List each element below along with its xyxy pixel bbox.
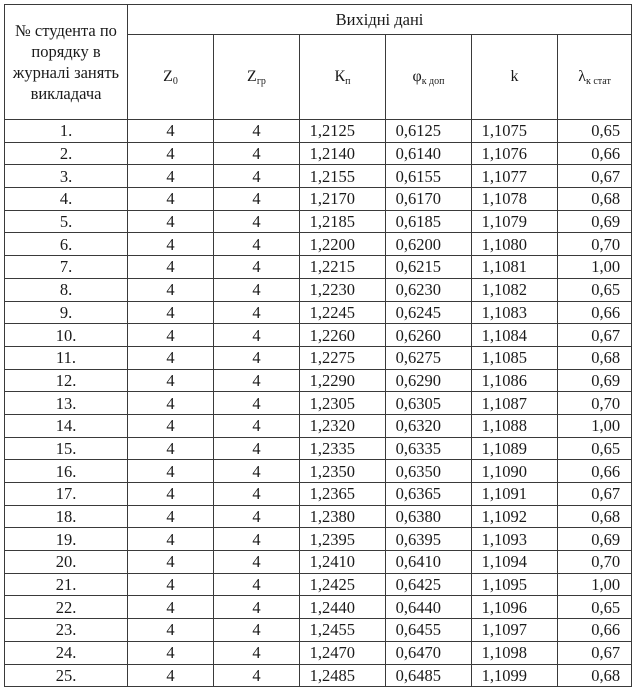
cell-kp: 1,2425 — [300, 573, 386, 596]
cell-lambda: 0,69 — [558, 210, 632, 233]
table-row — [5, 188, 632, 211]
phi-column-header: $\varphi_{к доп}$ — [386, 35, 472, 120]
cell-student-number: 20. — [5, 551, 128, 574]
cell-zgr: 4 — [214, 596, 300, 619]
table-row — [5, 551, 632, 574]
cell-lambda: 0,70 — [558, 392, 632, 415]
table-row — [5, 619, 632, 642]
cell-k: 1,1090 — [472, 460, 558, 483]
cell-zgr: 4 — [214, 483, 300, 506]
table-row — [5, 392, 632, 415]
cell-student-number: 6. — [5, 233, 128, 256]
cell-kp: 1,2380 — [300, 505, 386, 528]
table-row — [5, 165, 632, 188]
cell-phi: 0,6230 — [386, 278, 472, 301]
table-row — [5, 278, 632, 301]
cell-phi: 0,6305 — [386, 392, 472, 415]
cell-z0: 4 — [128, 256, 214, 279]
cell-z0: 4 — [128, 641, 214, 664]
cell-z0: 4 — [128, 301, 214, 324]
cell-phi: 0,6395 — [386, 528, 472, 551]
cell-k: 1,1078 — [472, 188, 558, 211]
cell-student-number: 5. — [5, 210, 128, 233]
cell-phi: 0,6185 — [386, 210, 472, 233]
cell-z0: 4 — [128, 392, 214, 415]
table-row — [5, 369, 632, 392]
cell-z0: 4 — [128, 414, 214, 437]
cell-zgr: 4 — [214, 278, 300, 301]
cell-z0: 4 — [128, 346, 214, 369]
cell-phi: 0,6470 — [386, 641, 472, 664]
table-row — [5, 301, 632, 324]
cell-student-number: 22. — [5, 596, 128, 619]
cell-phi: 0,6140 — [386, 142, 472, 165]
cell-lambda: 0,65 — [558, 596, 632, 619]
cell-student-number: 21. — [5, 573, 128, 596]
cell-kp: 1,2365 — [300, 483, 386, 506]
cell-phi: 0,6335 — [386, 437, 472, 460]
cell-zgr: 4 — [214, 505, 300, 528]
cell-zgr: 4 — [214, 142, 300, 165]
cell-zgr: 4 — [214, 165, 300, 188]
cell-phi: 0,6485 — [386, 664, 472, 687]
cell-k: 1,1081 — [472, 256, 558, 279]
cell-student-number: 19. — [5, 528, 128, 551]
cell-k: 1,1079 — [472, 210, 558, 233]
table-row — [5, 414, 632, 437]
cell-lambda: 0,65 — [558, 120, 632, 143]
cell-z0: 4 — [128, 619, 214, 642]
cell-k: 1,1091 — [472, 483, 558, 506]
cell-z0: 4 — [128, 437, 214, 460]
cell-lambda: 0,67 — [558, 483, 632, 506]
table-row — [5, 120, 632, 143]
cell-zgr: 4 — [214, 233, 300, 256]
cell-kp: 1,2140 — [300, 142, 386, 165]
k-column-header: k — [472, 35, 558, 120]
z0-column-header: $Z_0$ — [128, 35, 214, 120]
cell-zgr: 4 — [214, 120, 300, 143]
cell-phi: 0,6320 — [386, 414, 472, 437]
source-data-table — [4, 4, 632, 687]
cell-phi: 0,6260 — [386, 324, 472, 347]
kp-column-header: $К_п$ — [300, 35, 386, 120]
cell-zgr: 4 — [214, 528, 300, 551]
source-data-group-header: Вихідні дані — [128, 5, 632, 35]
cell-k: 1,1095 — [472, 573, 558, 596]
cell-k: 1,1080 — [472, 233, 558, 256]
table-row — [5, 324, 632, 347]
cell-kp: 1,2485 — [300, 664, 386, 687]
table-row — [5, 528, 632, 551]
cell-zgr: 4 — [214, 324, 300, 347]
cell-phi: 0,6410 — [386, 551, 472, 574]
cell-zgr: 4 — [214, 664, 300, 687]
cell-lambda: 0,68 — [558, 505, 632, 528]
cell-k: 1,1094 — [472, 551, 558, 574]
cell-z0: 4 — [128, 460, 214, 483]
cell-lambda: 0,68 — [558, 664, 632, 687]
cell-kp: 1,2230 — [300, 278, 386, 301]
cell-student-number: 8. — [5, 278, 128, 301]
cell-kp: 1,2185 — [300, 210, 386, 233]
cell-z0: 4 — [128, 505, 214, 528]
lambda-column-header: $\lambda_{к стат}$ — [558, 35, 632, 120]
cell-student-number: 3. — [5, 165, 128, 188]
student-number-header: № студента по порядку в журналі занять викладача — [5, 5, 128, 120]
cell-phi: 0,6155 — [386, 165, 472, 188]
cell-phi: 0,6200 — [386, 233, 472, 256]
cell-z0: 4 — [128, 233, 214, 256]
cell-k: 1,1085 — [472, 346, 558, 369]
cell-phi: 0,6350 — [386, 460, 472, 483]
cell-kp: 1,2155 — [300, 165, 386, 188]
cell-kp: 1,2395 — [300, 528, 386, 551]
cell-k: 1,1083 — [472, 301, 558, 324]
cell-kp: 1,2290 — [300, 369, 386, 392]
cell-phi: 0,6425 — [386, 573, 472, 596]
cell-student-number: 11. — [5, 346, 128, 369]
cell-lambda: 0,68 — [558, 188, 632, 211]
cell-zgr: 4 — [214, 573, 300, 596]
cell-phi: 0,6215 — [386, 256, 472, 279]
cell-phi: 0,6170 — [386, 188, 472, 211]
table-body — [5, 120, 632, 687]
cell-student-number: 23. — [5, 619, 128, 642]
cell-lambda: 1,00 — [558, 573, 632, 596]
table-row — [5, 256, 632, 279]
cell-lambda: 0,65 — [558, 278, 632, 301]
cell-lambda: 0,67 — [558, 324, 632, 347]
cell-phi: 0,6440 — [386, 596, 472, 619]
cell-zgr: 4 — [214, 301, 300, 324]
table-row — [5, 142, 632, 165]
cell-phi: 0,6245 — [386, 301, 472, 324]
cell-k: 1,1086 — [472, 369, 558, 392]
cell-kp: 1,2455 — [300, 619, 386, 642]
cell-k: 1,1093 — [472, 528, 558, 551]
table-row — [5, 346, 632, 369]
cell-z0: 4 — [128, 369, 214, 392]
cell-k: 1,1076 — [472, 142, 558, 165]
cell-student-number: 17. — [5, 483, 128, 506]
cell-kp: 1,2440 — [300, 596, 386, 619]
cell-k: 1,1075 — [472, 120, 558, 143]
cell-lambda: 0,65 — [558, 437, 632, 460]
cell-lambda: 0,67 — [558, 641, 632, 664]
table-row — [5, 460, 632, 483]
cell-student-number: 2. — [5, 142, 128, 165]
cell-kp: 1,2335 — [300, 437, 386, 460]
cell-k: 1,1089 — [472, 437, 558, 460]
table-row — [5, 641, 632, 664]
cell-lambda: 0,69 — [558, 369, 632, 392]
cell-phi: 0,6455 — [386, 619, 472, 642]
cell-kp: 1,2200 — [300, 233, 386, 256]
cell-zgr: 4 — [214, 414, 300, 437]
cell-kp: 1,2350 — [300, 460, 386, 483]
table-row — [5, 483, 632, 506]
cell-k: 1,1098 — [472, 641, 558, 664]
cell-zgr: 4 — [214, 641, 300, 664]
cell-student-number: 15. — [5, 437, 128, 460]
cell-student-number: 14. — [5, 414, 128, 437]
cell-zgr: 4 — [214, 346, 300, 369]
cell-lambda: 0,67 — [558, 165, 632, 188]
cell-zgr: 4 — [214, 551, 300, 574]
cell-k: 1,1092 — [472, 505, 558, 528]
cell-phi: 0,6380 — [386, 505, 472, 528]
table-row — [5, 505, 632, 528]
cell-z0: 4 — [128, 324, 214, 347]
cell-student-number: 1. — [5, 120, 128, 143]
cell-z0: 4 — [128, 188, 214, 211]
cell-student-number: 10. — [5, 324, 128, 347]
cell-z0: 4 — [128, 210, 214, 233]
cell-kp: 1,2260 — [300, 324, 386, 347]
table-row — [5, 573, 632, 596]
cell-k: 1,1096 — [472, 596, 558, 619]
cell-student-number: 9. — [5, 301, 128, 324]
table-row — [5, 233, 632, 256]
cell-kp: 1,2320 — [300, 414, 386, 437]
cell-k: 1,1087 — [472, 392, 558, 415]
cell-zgr: 4 — [214, 369, 300, 392]
cell-student-number: 7. — [5, 256, 128, 279]
cell-kp: 1,2275 — [300, 346, 386, 369]
cell-lambda: 1,00 — [558, 414, 632, 437]
cell-kp: 1,2215 — [300, 256, 386, 279]
cell-phi: 0,6125 — [386, 120, 472, 143]
cell-k: 1,1077 — [472, 165, 558, 188]
cell-k: 1,1084 — [472, 324, 558, 347]
cell-z0: 4 — [128, 278, 214, 301]
cell-lambda: 0,66 — [558, 142, 632, 165]
cell-student-number: 25. — [5, 664, 128, 687]
cell-lambda: 0,70 — [558, 551, 632, 574]
cell-k: 1,1088 — [472, 414, 558, 437]
cell-zgr: 4 — [214, 210, 300, 233]
cell-student-number: 24. — [5, 641, 128, 664]
cell-student-number: 4. — [5, 188, 128, 211]
cell-student-number: 13. — [5, 392, 128, 415]
cell-lambda: 1,00 — [558, 256, 632, 279]
cell-student-number: 18. — [5, 505, 128, 528]
cell-lambda: 0,66 — [558, 460, 632, 483]
table-row — [5, 596, 632, 619]
cell-phi: 0,6290 — [386, 369, 472, 392]
cell-z0: 4 — [128, 165, 214, 188]
cell-z0: 4 — [128, 142, 214, 165]
cell-lambda: 0,69 — [558, 528, 632, 551]
cell-z0: 4 — [128, 664, 214, 687]
cell-k: 1,1097 — [472, 619, 558, 642]
cell-zgr: 4 — [214, 619, 300, 642]
cell-z0: 4 — [128, 596, 214, 619]
cell-zgr: 4 — [214, 188, 300, 211]
cell-lambda: 0,68 — [558, 346, 632, 369]
cell-kp: 1,2125 — [300, 120, 386, 143]
cell-student-number: 12. — [5, 369, 128, 392]
cell-kp: 1,2410 — [300, 551, 386, 574]
cell-kp: 1,2170 — [300, 188, 386, 211]
cell-z0: 4 — [128, 573, 214, 596]
cell-lambda: 0,66 — [558, 619, 632, 642]
cell-phi: 0,6275 — [386, 346, 472, 369]
table-row — [5, 664, 632, 687]
cell-lambda: 0,70 — [558, 233, 632, 256]
cell-z0: 4 — [128, 551, 214, 574]
cell-k: 1,1099 — [472, 664, 558, 687]
table-row — [5, 210, 632, 233]
cell-zgr: 4 — [214, 256, 300, 279]
cell-kp: 1,2470 — [300, 641, 386, 664]
cell-lambda: 0,66 — [558, 301, 632, 324]
cell-z0: 4 — [128, 120, 214, 143]
cell-z0: 4 — [128, 528, 214, 551]
table-row — [5, 437, 632, 460]
cell-kp: 1,2245 — [300, 301, 386, 324]
cell-zgr: 4 — [214, 437, 300, 460]
cell-phi: 0,6365 — [386, 483, 472, 506]
zgr-column-header: $Z_{гр}$ — [214, 35, 300, 120]
cell-kp: 1,2305 — [300, 392, 386, 415]
cell-zgr: 4 — [214, 392, 300, 415]
cell-z0: 4 — [128, 483, 214, 506]
cell-k: 1,1082 — [472, 278, 558, 301]
cell-student-number: 16. — [5, 460, 128, 483]
cell-zgr: 4 — [214, 460, 300, 483]
